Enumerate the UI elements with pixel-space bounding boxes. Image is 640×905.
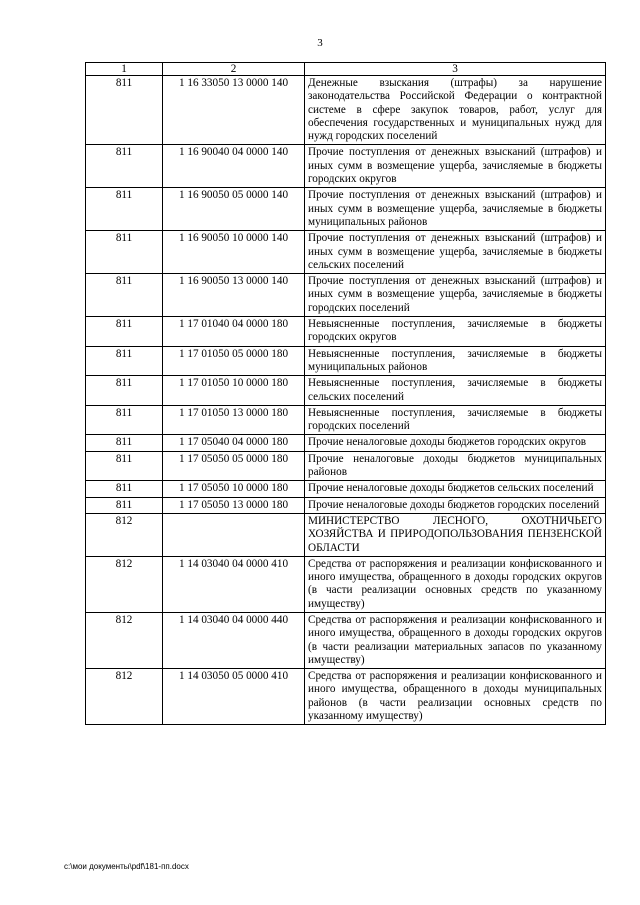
table-row — [86, 274, 606, 317]
table-row — [86, 451, 606, 481]
revenue-name-cell: Невыясненные поступления, зачисляемые в бюджеты городских округов — [305, 317, 606, 347]
admin-code-cell: 811 — [86, 451, 163, 481]
admin-code-cell: 811 — [86, 76, 163, 145]
revenue-code-cell — [163, 513, 305, 556]
revenue-code-cell: 1 17 05050 05 0000 180 — [163, 451, 305, 481]
file-path-footer: c:\мои документы\pdf\181-пп.docx — [64, 862, 189, 871]
table-row — [86, 513, 606, 556]
table-row — [86, 231, 606, 274]
header-col-1: 1 — [86, 63, 163, 76]
revenue-name-cell: Прочие неналоговые доходы бюджетов муниципальных районов — [305, 451, 606, 481]
revenue-code-cell: 1 14 03050 05 0000 410 — [163, 669, 305, 725]
admin-code-cell: 812 — [86, 669, 163, 725]
admin-code-cell: 811 — [86, 405, 163, 435]
revenue-name-cell: Прочие поступления от денежных взысканий (штрафов) и иных сумм в возмещение ущерба, зачисляемые в бюджеты сельских поселений — [305, 231, 606, 274]
revenue-name-cell: Невыясненные поступления, зачисляемые в бюджеты муниципальных районов — [305, 346, 606, 376]
table-row — [86, 76, 606, 145]
admin-code-cell: 811 — [86, 435, 163, 451]
table-row — [86, 145, 606, 188]
revenue-code-cell: 1 17 05040 04 0000 180 — [163, 435, 305, 451]
revenue-name-cell: Средства от распоряжения и реализации конфискованного и иного имущества, обращенного в доходы муниципальных районов (в части реализации основных средств по указанному имуществу) — [305, 669, 606, 725]
revenue-code-cell: 1 17 01040 04 0000 180 — [163, 317, 305, 347]
revenue-code-cell: 1 16 33050 13 0000 140 — [163, 76, 305, 145]
page-number: 3 — [317, 37, 323, 49]
revenue-name-cell: МИНИСТЕРСТВО ЛЕСНОГО, ОХОТНИЧЬЕГО ХОЗЯЙСТВА И ПРИРОДОПОЛЬЗОВАНИЯ ПЕНЗЕНСКОЙ ОБЛАСТИ — [305, 513, 606, 556]
table-row — [86, 556, 606, 612]
table-row — [86, 669, 606, 725]
revenue-code-cell: 1 16 90050 05 0000 140 — [163, 188, 305, 231]
table-row — [86, 376, 606, 406]
admin-code-cell: 811 — [86, 231, 163, 274]
table-row — [86, 188, 606, 231]
admin-code-cell: 811 — [86, 497, 163, 513]
revenue-code-cell: 1 14 03040 04 0000 440 — [163, 612, 305, 668]
revenue-name-cell: Прочие неналоговые доходы бюджетов городских поселений — [305, 497, 606, 513]
revenue-code-cell: 1 17 01050 13 0000 180 — [163, 405, 305, 435]
header-col-3: 3 — [305, 63, 606, 76]
table-row — [86, 612, 606, 668]
revenue-name-cell: Прочие поступления от денежных взысканий (штрафов) и иных сумм в возмещение ущерба, зачисляемые в бюджеты муниципальных районов — [305, 188, 606, 231]
revenue-code-cell: 1 17 01050 05 0000 180 — [163, 346, 305, 376]
revenue-name-cell: Средства от распоряжения и реализации конфискованного и иного имущества, обращенного в доходы городских округов (в части реализации материальных запасов по указанному имуществу) — [305, 612, 606, 668]
admin-code-cell: 811 — [86, 376, 163, 406]
revenue-code-cell: 1 16 90050 13 0000 140 — [163, 274, 305, 317]
admin-code-cell: 811 — [86, 188, 163, 231]
revenue-code-cell: 1 17 05050 13 0000 180 — [163, 497, 305, 513]
header-col-2: 2 — [163, 63, 305, 76]
table-row — [86, 405, 606, 435]
admin-code-cell: 811 — [86, 317, 163, 347]
revenue-code-cell: 1 17 01050 10 0000 180 — [163, 376, 305, 406]
revenue-name-cell: Прочие поступления от денежных взысканий (штрафов) и иных сумм в возмещение ущерба, зачисляемые в бюджеты городских поселений — [305, 274, 606, 317]
revenue-codes-table — [85, 62, 606, 725]
revenue-name-cell: Денежные взыскания (штрафы) за нарушение законодательства Российской Федерации о контрактной системе в сфере закупок товаров, работ, услуг для обеспечения государственных и муниципальных нужд для нужд городских поселений — [305, 76, 606, 145]
table-header-row — [86, 63, 606, 76]
revenue-code-cell: 1 14 03040 04 0000 410 — [163, 556, 305, 612]
revenue-name-cell: Прочие неналоговые доходы бюджетов городских округов — [305, 435, 606, 451]
revenue-name-cell: Средства от распоряжения и реализации конфискованного и иного имущества, обращенного в доходы городских округов (в части реализации основных средств по указанному имуществу) — [305, 556, 606, 612]
revenue-name-cell: Прочие неналоговые доходы бюджетов сельских поселений — [305, 481, 606, 497]
revenue-name-cell: Невыясненные поступления, зачисляемые в бюджеты сельских поселений — [305, 376, 606, 406]
admin-code-cell: 811 — [86, 481, 163, 497]
table-row — [86, 435, 606, 451]
table-row — [86, 481, 606, 497]
revenue-code-cell: 1 16 90040 04 0000 140 — [163, 145, 305, 188]
admin-code-cell: 812 — [86, 612, 163, 668]
revenue-name-cell: Прочие поступления от денежных взысканий (штрафов) и иных сумм в возмещение ущерба, зачисляемые в бюджеты городских округов — [305, 145, 606, 188]
revenue-code-cell: 1 17 05050 10 0000 180 — [163, 481, 305, 497]
admin-code-cell: 812 — [86, 513, 163, 556]
revenue-name-cell: Невыясненные поступления, зачисляемые в бюджеты городских поселений — [305, 405, 606, 435]
revenue-code-cell: 1 16 90050 10 0000 140 — [163, 231, 305, 274]
admin-code-cell: 812 — [86, 556, 163, 612]
admin-code-cell: 811 — [86, 274, 163, 317]
admin-code-cell: 811 — [86, 346, 163, 376]
admin-code-cell: 811 — [86, 145, 163, 188]
table-row — [86, 497, 606, 513]
table-row — [86, 317, 606, 347]
table-row — [86, 346, 606, 376]
